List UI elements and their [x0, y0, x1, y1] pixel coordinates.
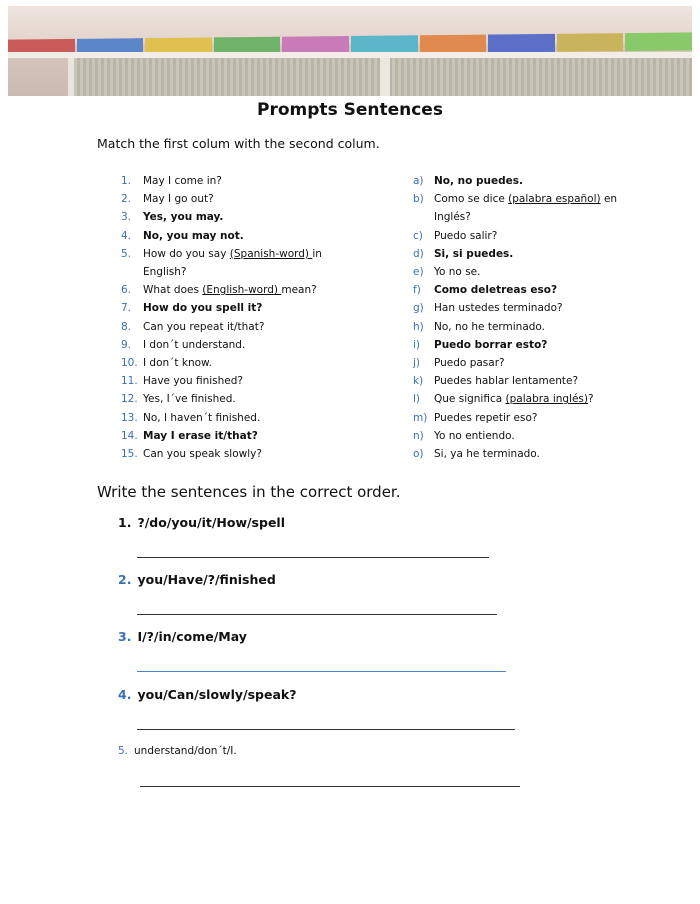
- item-label: 2.: [121, 193, 132, 206]
- list-item: [413, 409, 643, 427]
- window-frame: [380, 58, 390, 96]
- list-item: [413, 263, 643, 281]
- item-text: Puedo pasar?: [434, 357, 505, 370]
- item-label: l): [413, 393, 421, 406]
- exercise-number: 5.: [118, 745, 129, 757]
- item-text: Puedo salir?: [434, 229, 498, 242]
- item-text: Have you finished?: [143, 375, 243, 388]
- item-text: I don´t know.: [143, 357, 213, 370]
- item-text: No, no puedes.: [434, 175, 523, 187]
- list-item: [121, 372, 391, 390]
- item-text: May I erase it/that?: [143, 429, 258, 442]
- item-text: Como deletreas eso?: [434, 284, 558, 297]
- item-text: Yo no entiendo.: [434, 429, 515, 442]
- match-instruction: Match the first colum with the second colum.: [97, 136, 380, 151]
- item-label: 13.: [121, 411, 138, 424]
- exercise-text: you/Have/?/finished: [137, 572, 276, 587]
- list-item: [121, 190, 391, 208]
- list-item: [121, 281, 391, 299]
- item-text-post: mean?: [281, 284, 317, 297]
- list-item: [413, 172, 643, 190]
- item-label: c): [413, 229, 423, 242]
- item-label: f): [413, 284, 421, 297]
- item-text-post: ?: [588, 393, 594, 406]
- list-item: [121, 172, 391, 190]
- answer-line-2[interactable]: [137, 614, 497, 615]
- answer-line-4[interactable]: [137, 729, 515, 730]
- answer-line-3[interactable]: [137, 671, 506, 672]
- list-item: [413, 318, 643, 336]
- item-label: b): [413, 193, 424, 206]
- item-text: [434, 190, 643, 208]
- item-label: 12.: [121, 393, 138, 406]
- item-text-post: in: [312, 247, 322, 260]
- item-label: 6.: [121, 284, 132, 297]
- page-title: Prompts Sentences: [257, 100, 443, 120]
- list-item: [121, 299, 391, 317]
- item-text: Yo no se.: [434, 266, 481, 279]
- item-label: j): [413, 357, 421, 370]
- exercise-number: 4.: [118, 687, 132, 702]
- answer-line-1[interactable]: [137, 557, 489, 558]
- item-label: k): [413, 375, 424, 388]
- item-text: Si, si puedes.: [434, 247, 514, 260]
- item-label: d): [413, 247, 424, 260]
- item-label: g): [413, 302, 424, 315]
- spanish-column: [413, 172, 643, 463]
- exercise-text: I/?/in/come/May: [137, 629, 247, 644]
- item-text: Yes, I´ve finished.: [143, 393, 236, 406]
- item-text: Puedo borrar esto?: [434, 338, 548, 351]
- list-item: [413, 390, 643, 408]
- list-item: [121, 445, 391, 463]
- exercise-3: [118, 629, 247, 644]
- list-item: [121, 245, 391, 263]
- item-label: 8.: [121, 320, 132, 333]
- exercise-text: you/Can/slowly/speak?: [137, 687, 297, 702]
- item-text: No, no he terminado.: [434, 320, 546, 333]
- underlined-placeholder: (English-word): [202, 284, 282, 297]
- exercise-number: 3.: [118, 629, 132, 644]
- list-item: [413, 336, 643, 354]
- item-label: 15.: [121, 448, 138, 461]
- item-text: I don´t understand.: [143, 338, 246, 351]
- answer-line-5[interactable]: [140, 786, 520, 787]
- item-text-pre: What does: [143, 284, 203, 297]
- underlined-placeholder: (palabra español): [508, 193, 601, 206]
- list-item: [121, 318, 391, 336]
- item-label: 5.: [121, 247, 132, 260]
- exercise-number: 1.: [118, 515, 132, 530]
- item-text: Puedes repetir eso?: [434, 411, 538, 424]
- item-text: No, I haven´t finished.: [143, 411, 261, 424]
- item-label: o): [413, 448, 424, 461]
- list-item: [413, 227, 643, 245]
- exercise-5: [118, 745, 237, 757]
- classroom-banner-photo: [8, 6, 692, 96]
- list-item: [121, 336, 391, 354]
- item-label: 3.: [121, 211, 132, 224]
- list-item: [121, 427, 391, 445]
- underlined-placeholder: (palabra inglés): [505, 393, 588, 406]
- item-text: Puedes hablar lentamente?: [434, 375, 579, 388]
- english-column: [121, 172, 391, 463]
- exercise-1: [118, 515, 285, 530]
- list-item: [413, 299, 643, 317]
- item-label: a): [413, 175, 424, 187]
- item-continuation: English?: [143, 266, 187, 279]
- list-item: [413, 354, 643, 372]
- item-text-pre: Como se dice: [434, 193, 509, 206]
- exercise-text: understand/don´t/I.: [134, 745, 237, 757]
- item-label: i): [413, 338, 421, 351]
- list-item: [121, 208, 391, 226]
- list-item: [413, 427, 643, 445]
- item-text: Si, ya he terminado.: [434, 448, 540, 461]
- exercise-2: [118, 572, 276, 587]
- item-label: h): [413, 320, 424, 333]
- item-text: [143, 281, 391, 299]
- item-text-pre: How do you say: [143, 247, 230, 260]
- item-label: m): [413, 411, 428, 424]
- item-label: 14.: [121, 429, 138, 442]
- underlined-placeholder: (Spanish-word): [229, 247, 313, 260]
- item-text: Han ustedes terminado?: [434, 302, 563, 315]
- item-text: Can you repeat it/that?: [143, 320, 265, 333]
- item-label: 4.: [121, 229, 132, 242]
- item-label: 10.: [121, 357, 138, 370]
- item-text: [143, 245, 391, 263]
- list-item: [121, 354, 391, 372]
- item-label: 7.: [121, 302, 132, 315]
- item-text: Yes, you may.: [143, 211, 224, 224]
- item-text: No, you may not.: [143, 229, 244, 242]
- item-text: May I come in?: [143, 175, 222, 187]
- item-label: 9.: [121, 338, 132, 351]
- list-item: [121, 390, 391, 408]
- item-text: May I go out?: [143, 193, 214, 206]
- list-item: [413, 190, 643, 208]
- exercise-4: [118, 687, 296, 702]
- item-label: 1.: [121, 175, 132, 187]
- item-continuation: Inglés?: [434, 211, 471, 224]
- item-label: 11.: [121, 375, 138, 388]
- list-item: [413, 281, 643, 299]
- item-label: n): [413, 429, 424, 442]
- item-text: How do you spell it?: [143, 302, 263, 315]
- item-text: [434, 390, 643, 408]
- list-item: [413, 372, 643, 390]
- list-item: [413, 445, 643, 463]
- item-label: e): [413, 266, 424, 279]
- item-text-pre: Que significa: [434, 393, 506, 406]
- item-text: Can you speak slowly?: [143, 448, 262, 461]
- exercise-number: 2.: [118, 572, 132, 587]
- item-text-post: en: [600, 193, 618, 206]
- order-instruction: Write the sentences in the correct order.: [97, 483, 401, 501]
- list-item: [121, 409, 391, 427]
- list-item: [413, 245, 643, 263]
- exercise-text: ?/do/you/it/How/spell: [137, 515, 285, 530]
- list-item: [121, 227, 391, 245]
